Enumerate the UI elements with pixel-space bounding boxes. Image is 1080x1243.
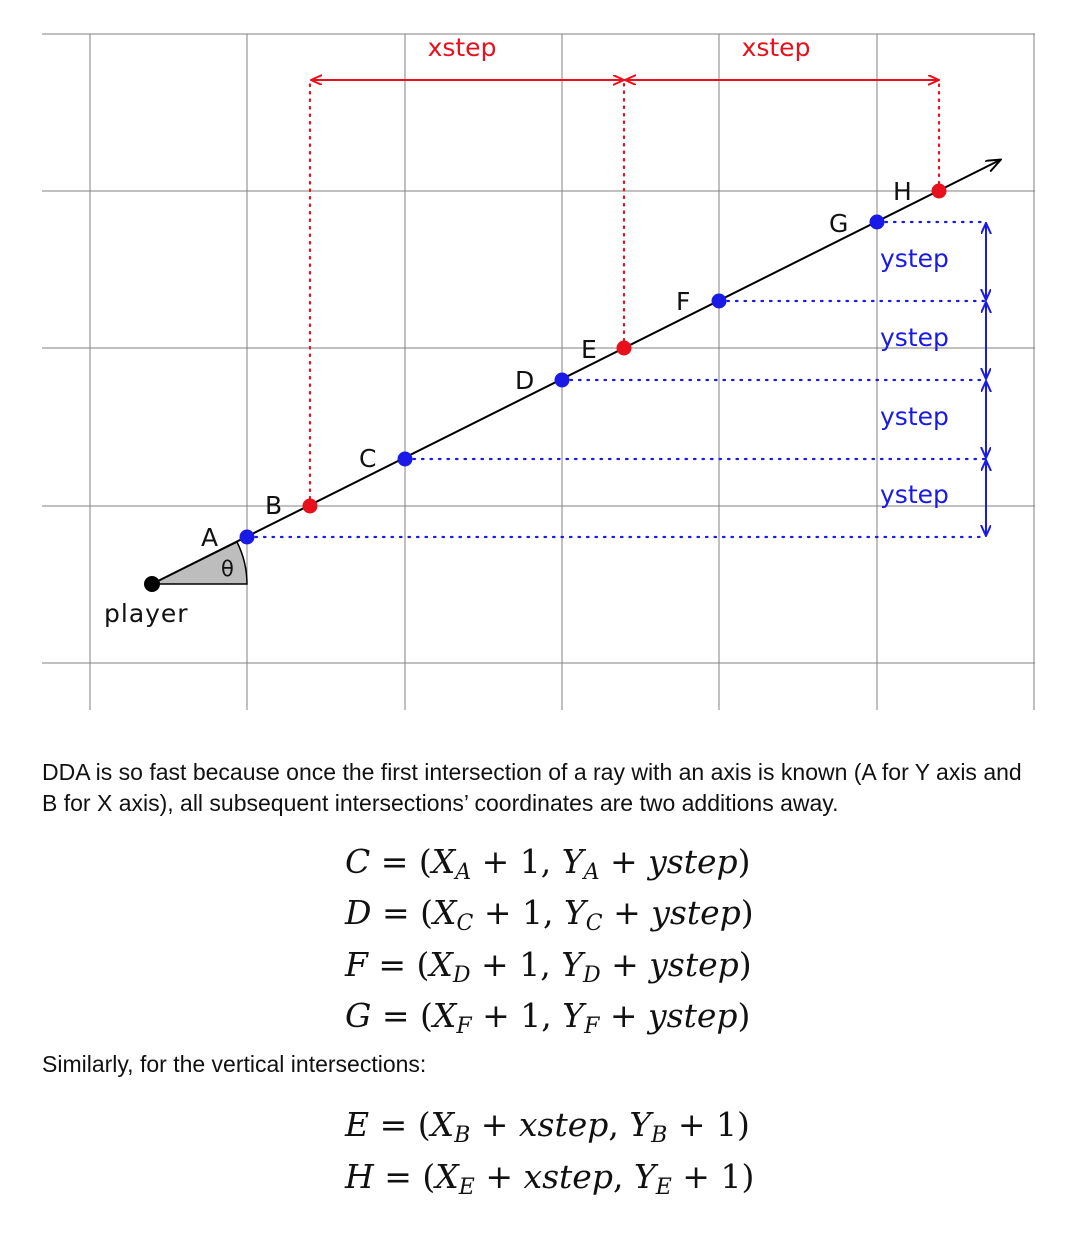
player-point <box>144 576 160 592</box>
label-a: A <box>201 523 219 552</box>
label-c: C <box>359 444 377 473</box>
equation-c: $C = (X_A + 1$, $Y_A$ + ystep) <box>345 842 751 885</box>
ystep-guides <box>247 222 986 537</box>
equation-h: $H = (X_E$ + xstep, $Y_E + 1$) <box>345 1157 755 1200</box>
ystep-label-3: ystep <box>880 402 949 431</box>
xstep-label-1: xstep <box>427 33 497 62</box>
point-e <box>617 341 632 356</box>
point-b <box>303 499 318 514</box>
label-f: F <box>676 287 691 316</box>
xstep-label-2: xstep <box>741 33 811 62</box>
label-b: B <box>265 491 283 520</box>
point-c <box>398 452 413 467</box>
label-d: D <box>515 366 535 395</box>
explanation-paragraph: DDA is so fast because once the first intersection of a ray with an axis is known (A for Y axis and B for X axis), all subsequent intersections’ coordinates are two additions away. <box>42 759 1022 816</box>
ystep-label-2: ystep <box>880 323 949 352</box>
point-g <box>870 215 885 230</box>
point-d <box>555 373 570 388</box>
xstep-guides <box>310 80 939 506</box>
equation-e: $E = (X_B$ + xstep, $Y_B + 1$) <box>345 1105 750 1148</box>
point-h <box>932 184 947 199</box>
label-h: H <box>893 177 912 206</box>
equation-d: $D = (X_C + 1$, $Y_C$ + ystep) <box>345 893 754 936</box>
equation-g: $G = (X_F + 1$, $Y_F$ + ystep) <box>345 996 751 1039</box>
label-g: G <box>829 209 849 238</box>
player-label: player <box>104 599 189 628</box>
grid <box>42 34 1035 710</box>
ystep-label-4: ystep <box>880 480 949 509</box>
equation-f: $F = (X_D + 1$, $Y_D$ + ystep) <box>345 945 752 988</box>
similarly-text: Similarly, for the vertical intersections: <box>42 1051 427 1077</box>
ystep-label-1: ystep <box>880 244 949 273</box>
point-f <box>712 294 727 309</box>
point-a <box>240 530 255 545</box>
theta-label: θ <box>221 557 234 581</box>
label-e: E <box>581 335 597 364</box>
